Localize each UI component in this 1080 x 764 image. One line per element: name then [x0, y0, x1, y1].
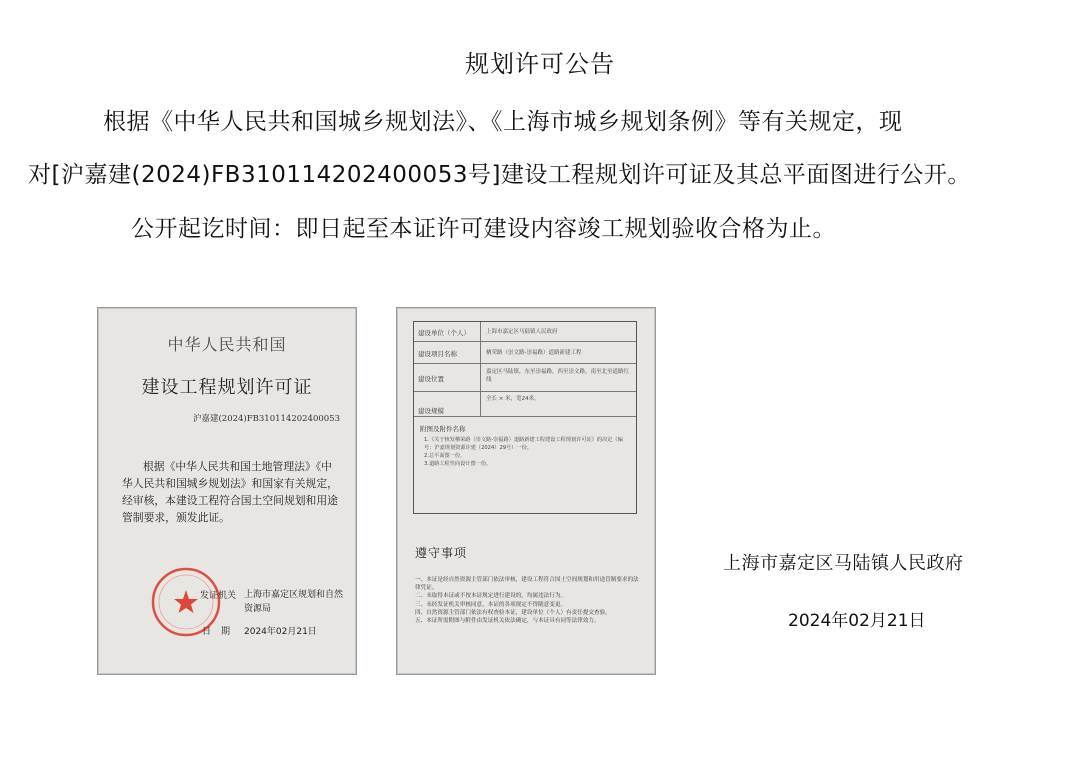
notice-paragraph-1: 根据《中华人民共和国城乡规划法》、《上海市城乡规划条例》等有关规定，现 — [103, 109, 903, 135]
issuer-label: 发证机关 — [200, 591, 237, 601]
table-row — [414, 364, 636, 392]
certificate-number: 沪嘉建(2024)FB310114202400053 — [192, 414, 340, 424]
notice-date: 2024年02月21日 — [788, 611, 926, 631]
attachment-item: 3.道路工程竖向设计图一份。 — [424, 461, 492, 467]
observe-item: 一、本证是经自然资源主管部门依法审核，建设工程符合国土空间规划和用途管制要求的法律凭证。 — [415, 577, 639, 592]
row-label: 建设项目名称 — [418, 350, 457, 358]
observe-item: 三、未经发证机关审核同意，本证的各项规定不得随意变更。 — [415, 601, 567, 608]
observe-item: 二、未取得本证或不按本证规定进行建设的，均属违法行为。 — [415, 593, 567, 600]
notice-paragraph-2: 对[沪嘉建(2024)FB310114202400053号]建设工程规划许可证及其总平面图进行公开。 — [28, 162, 971, 188]
table-row — [414, 342, 636, 364]
row-value: 栖荣路（崇文路-崇福路）道路新建工程 — [486, 350, 582, 356]
certificate-country: 中华人民共和国 — [167, 335, 287, 354]
row-value: 嘉定区马陆镇，东至崇福路，西至崇文路，南至北至道路红线 — [486, 369, 630, 383]
observe-item: 四、自然资源主管部门依法有权查验本证，建设单位（个人）有责任提交查验。 — [415, 609, 611, 616]
attachments-list — [424, 436, 630, 468]
attachments-title: 附图及附件名称 — [420, 425, 466, 433]
certificate-front — [97, 307, 357, 675]
attachment-item: 1.《关于核发栖荣路（崇文路-崇福路）道路新建工程建设工程规划许可证》的决定（编号：沪嘉规划资源许建（2024）29号）一份。 — [424, 437, 623, 451]
government-name: 上海市嘉定区马陆镇人民政府 — [723, 553, 964, 574]
notice-paragraph-3: 公开起讫时间：即日起至本证许可建设内容竣工规划验收合格为止。 — [131, 216, 836, 242]
certificate-body: 根据《中华人民共和国土地管理法》《中华人民共和国城乡规划法》和国家有关规定，经审核，本建设工程符合国土空间规划和用途管制要求，颁发此证。 — [122, 460, 338, 524]
issue-date-label: 日期 — [202, 627, 241, 637]
certificate-name: 建设工程规划许可证 — [141, 377, 313, 398]
issuer-name: 上海市嘉定区规划和自然资源局 — [244, 590, 344, 614]
row-label: 建设单位（个人） — [418, 329, 470, 337]
observe-title: 遵守事项 — [415, 546, 468, 560]
issue-date: 2024年02月21日 — [244, 627, 317, 637]
project-info-table — [413, 321, 637, 514]
certificate-back — [396, 307, 656, 675]
table-row — [414, 322, 636, 342]
row-value: 全长 × 米，宽24米。 — [486, 396, 540, 402]
row-value: 上海市嘉定区马陆镇人民政府 — [486, 329, 558, 335]
row-label: 建设规模 — [418, 407, 444, 415]
row-label: 建设位置 — [418, 375, 444, 383]
table-row — [414, 392, 636, 417]
attachment-item: 2.总平面图一份。 — [424, 453, 466, 459]
observe-item: 五、本证所需附图与附件由发证机关依法确定，与本证具有同等法律效力。 — [415, 618, 600, 625]
observe-list — [415, 576, 643, 625]
notice-title: 规划许可公告 — [465, 50, 615, 78]
